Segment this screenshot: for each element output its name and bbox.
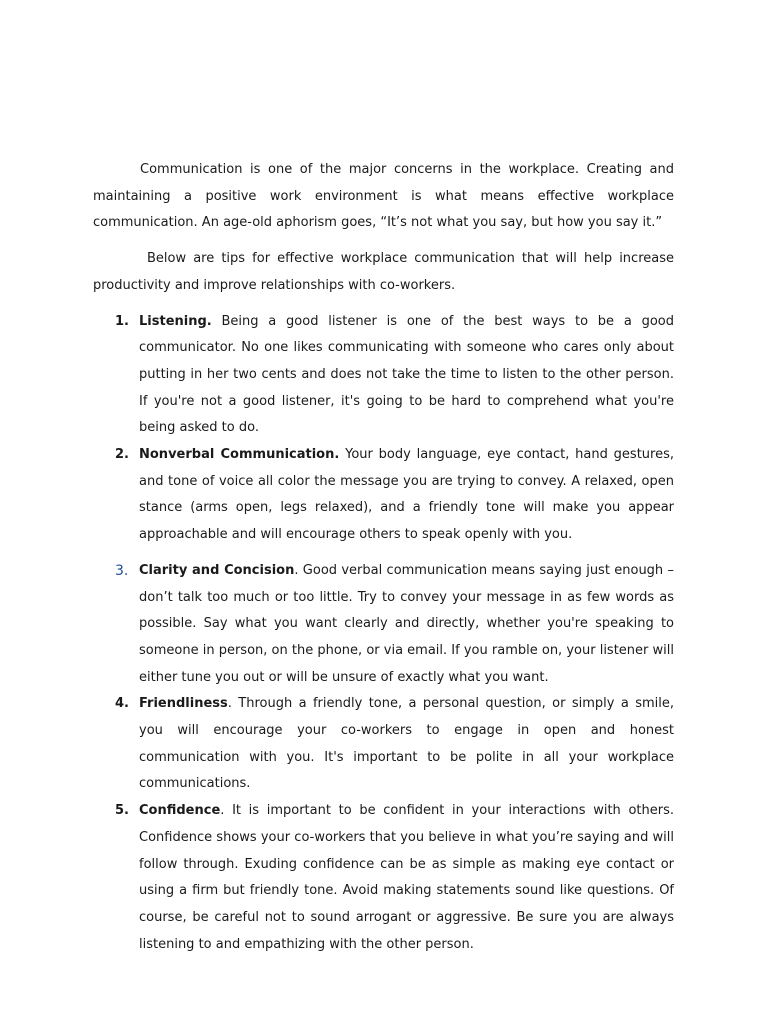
tip-body: Being a good listener is one of the best ways to be a good communicator. No one likes communicating with someone who cares only about putting in her two cents and does not take the time to listen to the other person. If you're not a good listener, it's going to be hard to comprehend what you're being asked to do. bbox=[139, 313, 674, 436]
tip-body: . It is important to be confident in your interactions with others. Confidence shows your co-workers that you believe in what you’re saying and will follow through. Exuding confidence can be as simple as making eye contact or using a firm but friendly tone. Avoid making statements sound like questions. Of course, be careful not to sound arrogant or aggressive. Be sure you are always listening to and empathizing with the other person. bbox=[139, 803, 674, 952]
tip-body: Your body language, eye contact, hand gestures, and tone of voice all color the message you are trying to convey. A relaxed, open stance (arms open, legs relaxed), and a friendly tone will make you appear approachable and will encourage others to speak openly with you. bbox=[139, 447, 674, 543]
tip-number: 5. bbox=[115, 803, 129, 819]
tip-title: Listening. bbox=[139, 313, 212, 329]
tip-item-confidence bbox=[93, 798, 674, 958]
tip-title: Friendliness bbox=[139, 696, 228, 712]
tip-title: Clarity and Concision bbox=[139, 562, 295, 578]
tip-item-nonverbal bbox=[93, 442, 674, 549]
tips-list bbox=[93, 309, 674, 959]
tip-item-friendliness bbox=[93, 691, 674, 798]
tip-item-clarity bbox=[93, 558, 674, 692]
intro-paragraph: Communication is one of the major concerns in the workplace. Creating and maintaining a positive work environment is what means effective workplace communication. An age-old aphorism goes, “It’s not what you say, but how you say it.” bbox=[93, 162, 674, 231]
tip-title: Confidence bbox=[139, 803, 221, 819]
tip-number: 2. bbox=[115, 447, 129, 463]
document-body bbox=[93, 157, 674, 958]
tip-body: . Through a friendly tone, a personal question, or simply a smile, you will encourage your co-workers to engage in open and honest communication with you. It's important to be polite in all your workplace communications. bbox=[139, 696, 674, 792]
tip-body: . Good verbal communication means saying just enough – don’t talk too much or too little. Try to convey your message in as few words as possible. Say what you want clearly and directly, whether you're speaking to someone in person, on the phone, or via email. If you ramble on, your listener will either tune you out or will be unsure of exactly what you want. bbox=[139, 562, 674, 685]
tip-item-listening bbox=[93, 309, 674, 443]
tip-number: 3. bbox=[115, 562, 129, 579]
tip-number: 4. bbox=[115, 696, 129, 712]
tip-number: 1. bbox=[115, 313, 129, 329]
lead-paragraph: Below are tips for effective workplace communication that will help increase productivity and improve relationships with co-workers. bbox=[93, 251, 674, 293]
tip-title: Nonverbal Communication. bbox=[139, 447, 340, 463]
